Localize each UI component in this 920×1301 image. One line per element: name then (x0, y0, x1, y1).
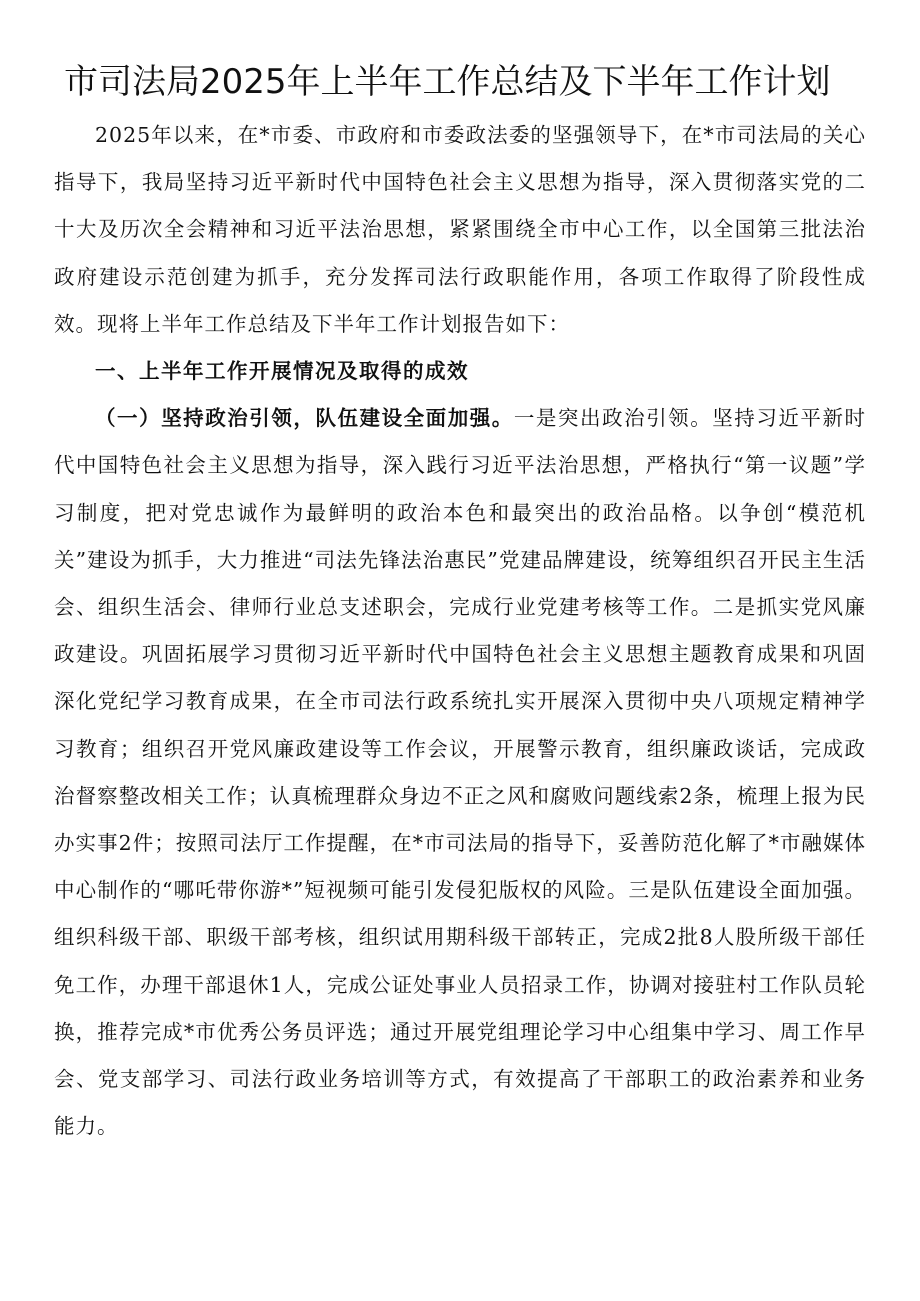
subsection-body: 一是突出政治引领。坚持习近平新时代中国特色社会主义思想为指导，深入践行习近平法治思想，严格执行“第一议题”学习制度，把对党忠诚作为最鲜明的政治本色和最突出的政治品格。以争创“模范机关”建设为抓手，大力推进“司法先锋法治惠民”党建品牌建设，统筹组织召开民主生活会、组织生活会、律师行业总支述职会，完成行业党建考核等工作。二是抓实党风廉政建设。巩固拓展学习贯彻习近平新时代中国特色社会主义思想主题教育成果和巩固深化党纪学习教育成果，在全市司法行政系统扎实开展深入贯彻中央八项规定精神学习教育；组织召开党风廉政建设等工作会议，开展警示教育，组织廉政谈话，完成政治督察整改相关工作；认真梳理群众身边不正之风和腐败问题线索2条，梳理上报为民办实事2件；按照司法厅工作提醒，在*市司法局的指导下，妥善防范化解了*市融媒体中心制作的“哪吒带你游*”短视频可能引发侵犯版权的风险。三是队伍建设全面加强。组织科级干部、职级干部考核，组织试用期科级干部转正，完成2批8人股所级干部任免工作，办理干部退休1人，完成公证处事业人员招录工作，协调对接驻村工作队员轮换，推荐完成*市优秀公务员评选；通过开展党组理论学习中心组集中学习、周工作早会、党支部学习、司法行政业务培训等方式，有效提高了干部职工的政治素养和业务能力。 (54, 406, 867, 1139)
page-title: 市司法局2025年上半年工作总结及下半年工作计划 (64, 62, 831, 102)
intro-paragraph: 2025年以来，在*市委、市政府和市委政法委的坚强领导下，在*市司法局的关心指导下，我局坚持习近平新时代中国特色社会主义思想为指导，深入贯彻落实党的二十大及历次全会精神和习近平法治思想，紧紧围绕全市中心工作，以全国第三批法治政府建设示范创建为抓手，充分发挥司法行政职能作用，各项工作取得了阶段性成效。现将上半年工作总结及下半年工作计划报告如下： (54, 123, 866, 336)
document-body (54, 112, 866, 1150)
subsection-lead: （一）坚持政治引领，队伍建设全面加强。 (95, 406, 514, 431)
subsection-paragraph (54, 395, 866, 1150)
section-heading: 一、上半年工作开展情况及取得的成效 (95, 359, 469, 384)
